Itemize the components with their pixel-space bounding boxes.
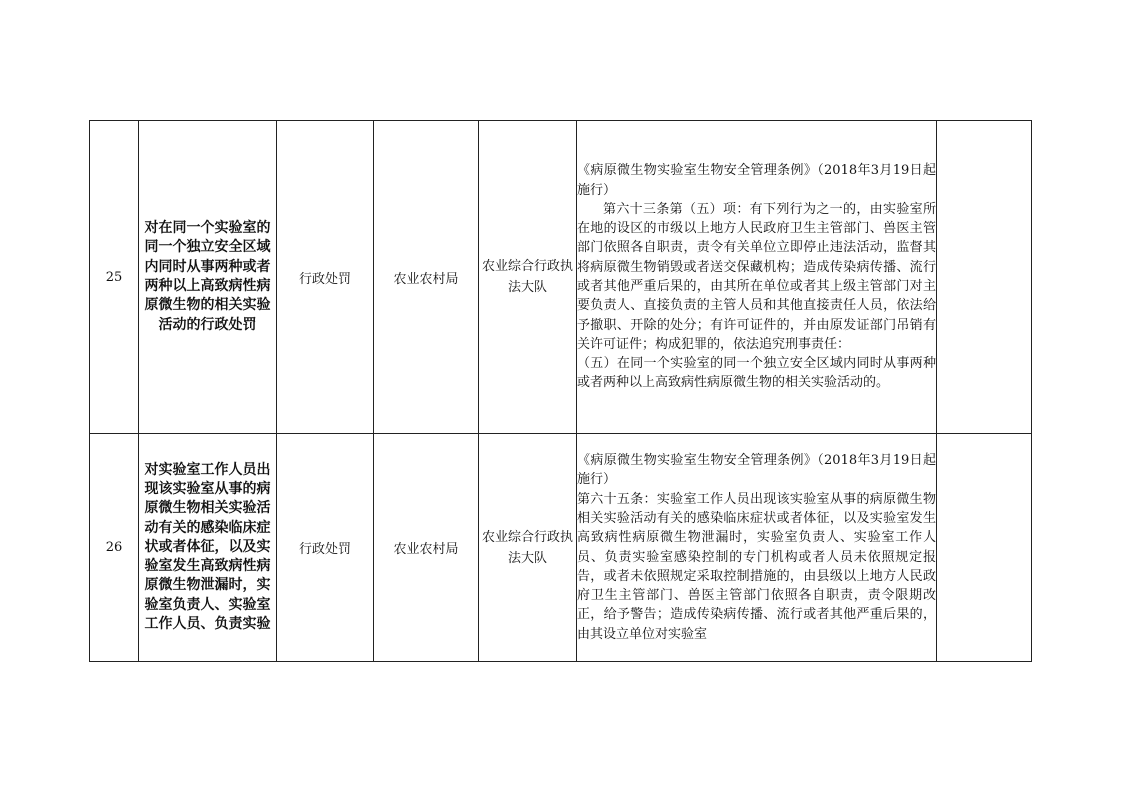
- legal-basis: [577, 121, 937, 434]
- remarks-cell: [937, 121, 1032, 434]
- penalty-type: 行政处罚: [277, 434, 374, 662]
- legal-basis: [577, 434, 937, 662]
- penalty-item-name: 对在同一个实验室的同一个独立安全区域内同时从事两种或者两种以上高致病性病原微生物的相关实验活动的行政处罚: [139, 121, 277, 434]
- responsible-department: 农业农村局: [374, 121, 479, 434]
- enforcement-team: 农业综合行政执法大队: [479, 121, 577, 434]
- row-number: 25: [90, 121, 139, 434]
- penalty-table: [89, 120, 1032, 662]
- legal-basis-title: 《病原微生物实验室生物安全管理条例》（2018年3月19日起施行）: [577, 163, 936, 198]
- table-row: [90, 121, 1032, 434]
- responsible-department: 农业农村局: [374, 434, 479, 662]
- row-number: 26: [90, 434, 139, 662]
- table-row: [90, 434, 1032, 662]
- legal-basis-body: 第六十三条第（五）项：有下列行为之一的，由实验室所在地的设区的市级以上地方人民政府卫生主管部门、兽医主管部门依照各自职责，责令有关单位立即停止违法活动，监督其将病原微生物销毁或者送交保藏机构；造成传染病传播、流行或者其他严重后果的，由其所在单位或者其上级主管部门对主要负责人、直接负责的主管人员和其他直接责任人员，依法给予撤职、开除的处分；有许可证件的，并由原发证部门吊销有关许可证件；构成犯罪的，依法追究刑事责任：: [577, 201, 936, 352]
- legal-basis-title: 《病原微生物实验室生物安全管理条例》（2018年3月19日起施行）: [577, 453, 936, 488]
- remarks-cell: [937, 434, 1032, 662]
- penalty-item-name: 对实验室工作人员出现该实验室从事的病原微生物相关实验活动有关的感染临床症状或者体征，以及实验室发生高致病性病原微生物泄漏时，实验室负责人、实验室工作人员、负责实验: [139, 434, 277, 662]
- legal-basis-item: （五）在同一个实验室的同一个独立安全区域内同时从事两种或者两种以上高致病性病原微生物的相关实验活动的。: [577, 356, 936, 391]
- penalty-type: 行政处罚: [277, 121, 374, 434]
- enforcement-team: 农业综合行政执法大队: [479, 434, 577, 662]
- legal-basis-body: 第六十五条：实验室工作人员出现该实验室从事的病原微生物相关实验活动有关的感染临床症状或者体征，以及实验室发生高致病性病原微生物泄漏时，实验室负责人、实验室工作人员、负责实验室感染控制的专门机构或者人员未依照规定报告，或者未依照规定采取控制措施的，由县级以上地方人民政府卫生主管部门、兽医主管部门依照各自职责，责令限期改正，给予警告；造成传染病传播、流行或者其他严重后果的，由其设立单位对实验室: [577, 491, 936, 642]
